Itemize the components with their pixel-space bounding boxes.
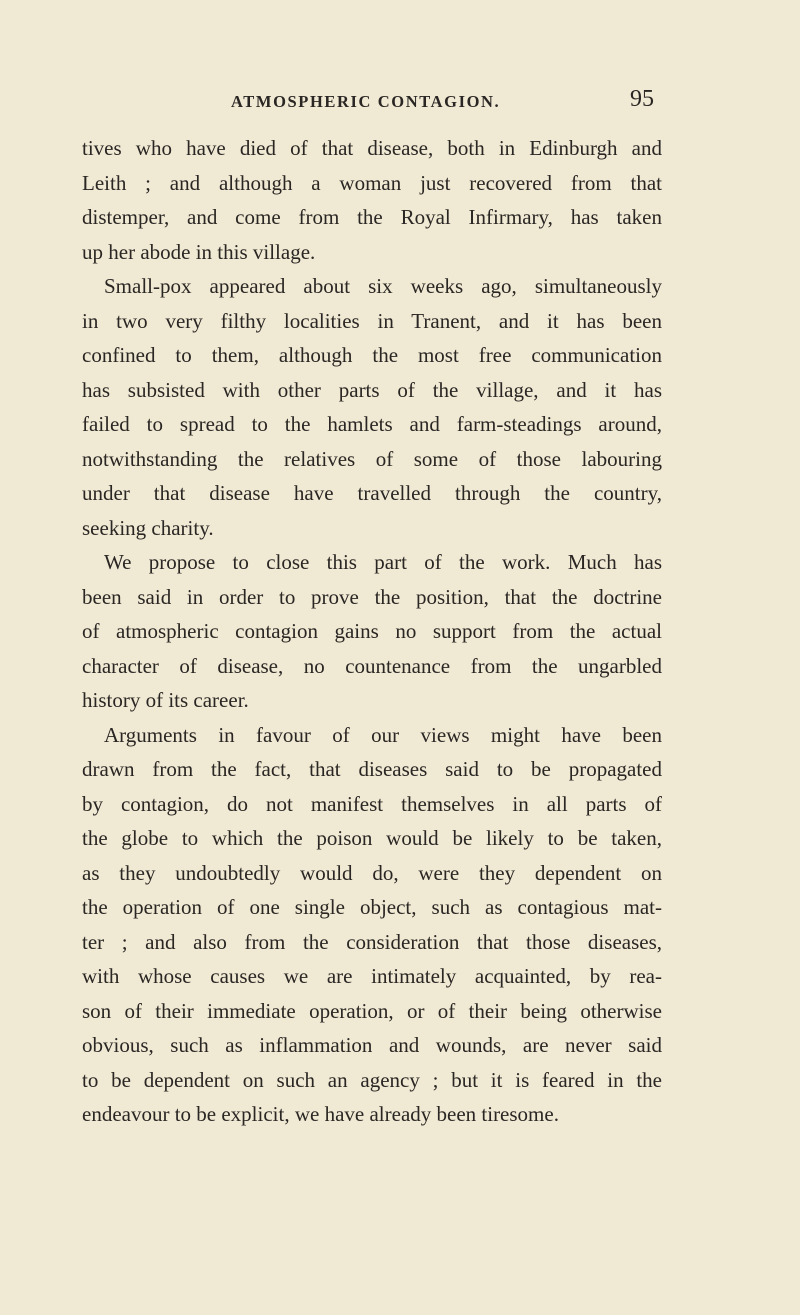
running-title: ATMOSPHERIC CONTAGION. (231, 92, 501, 111)
text-line: been said in order to prove the position, that the doctrine (82, 584, 662, 609)
text-line: son of their immediate operation, or of their being otherwise (82, 998, 662, 1023)
text-line: failed to spread to the hamlets and farm-steadings around, (82, 412, 662, 436)
page-number: 95 (630, 86, 654, 112)
text-line: in two very filthy localities in Tranent, and it has been (82, 308, 662, 333)
text-line: Leith ; and although a woman just recovered from that (82, 170, 662, 195)
text-line: Arguments in favour of our views might have been (104, 722, 662, 747)
text-line: under that disease have travelled through the country, (82, 481, 662, 505)
text-line: endeavour to be explicit, we have already been tiresome. (82, 1102, 559, 1126)
text-line: as they undoubtedly would do, were they dependent on (82, 860, 662, 885)
text-line: notwithstanding the relatives of some of those labouring (82, 446, 662, 471)
text-line: to be dependent on such an agency ; but it is feared in the (82, 1067, 662, 1092)
text-line: seeking charity. (82, 515, 214, 540)
text-line: distemper, and come from the Royal Infirmary, has taken (82, 205, 662, 229)
text-line: Small-pox appeared about six weeks ago, simultaneously (104, 274, 662, 298)
text-line: ter ; and also from the consideration that those diseases, (82, 929, 662, 954)
text-line: of atmospheric contagion gains no support from the actual (82, 619, 662, 643)
text-line: We propose to close this part of the work. Much has (104, 550, 662, 574)
text-line: confined to them, although the most free communication (82, 343, 662, 367)
text-line: has subsisted with other parts of the village, and it has (82, 377, 662, 402)
text-line: drawn from the fact, that diseases said to be propagated (82, 757, 662, 781)
text-line: obvious, such as inflammation and wounds, are never said (82, 1033, 662, 1057)
text-line: with whose causes we are intimately acquainted, by rea- (82, 964, 662, 988)
text-line: history of its career. (82, 688, 249, 712)
body-text (82, 131, 662, 1132)
text-line: the globe to which the poison would be likely to be taken, (82, 826, 662, 850)
text-line: character of disease, no countenance from the ungarbled (82, 653, 662, 678)
running-head (82, 86, 654, 116)
text-line: by contagion, do not manifest themselves in all parts of (82, 791, 662, 816)
text-line: tives who have died of that disease, both in Edinburgh and (82, 136, 662, 160)
text-line: up her abode in this village. (82, 239, 316, 264)
text-line: the operation of one single object, such as contagious mat- (82, 895, 662, 919)
